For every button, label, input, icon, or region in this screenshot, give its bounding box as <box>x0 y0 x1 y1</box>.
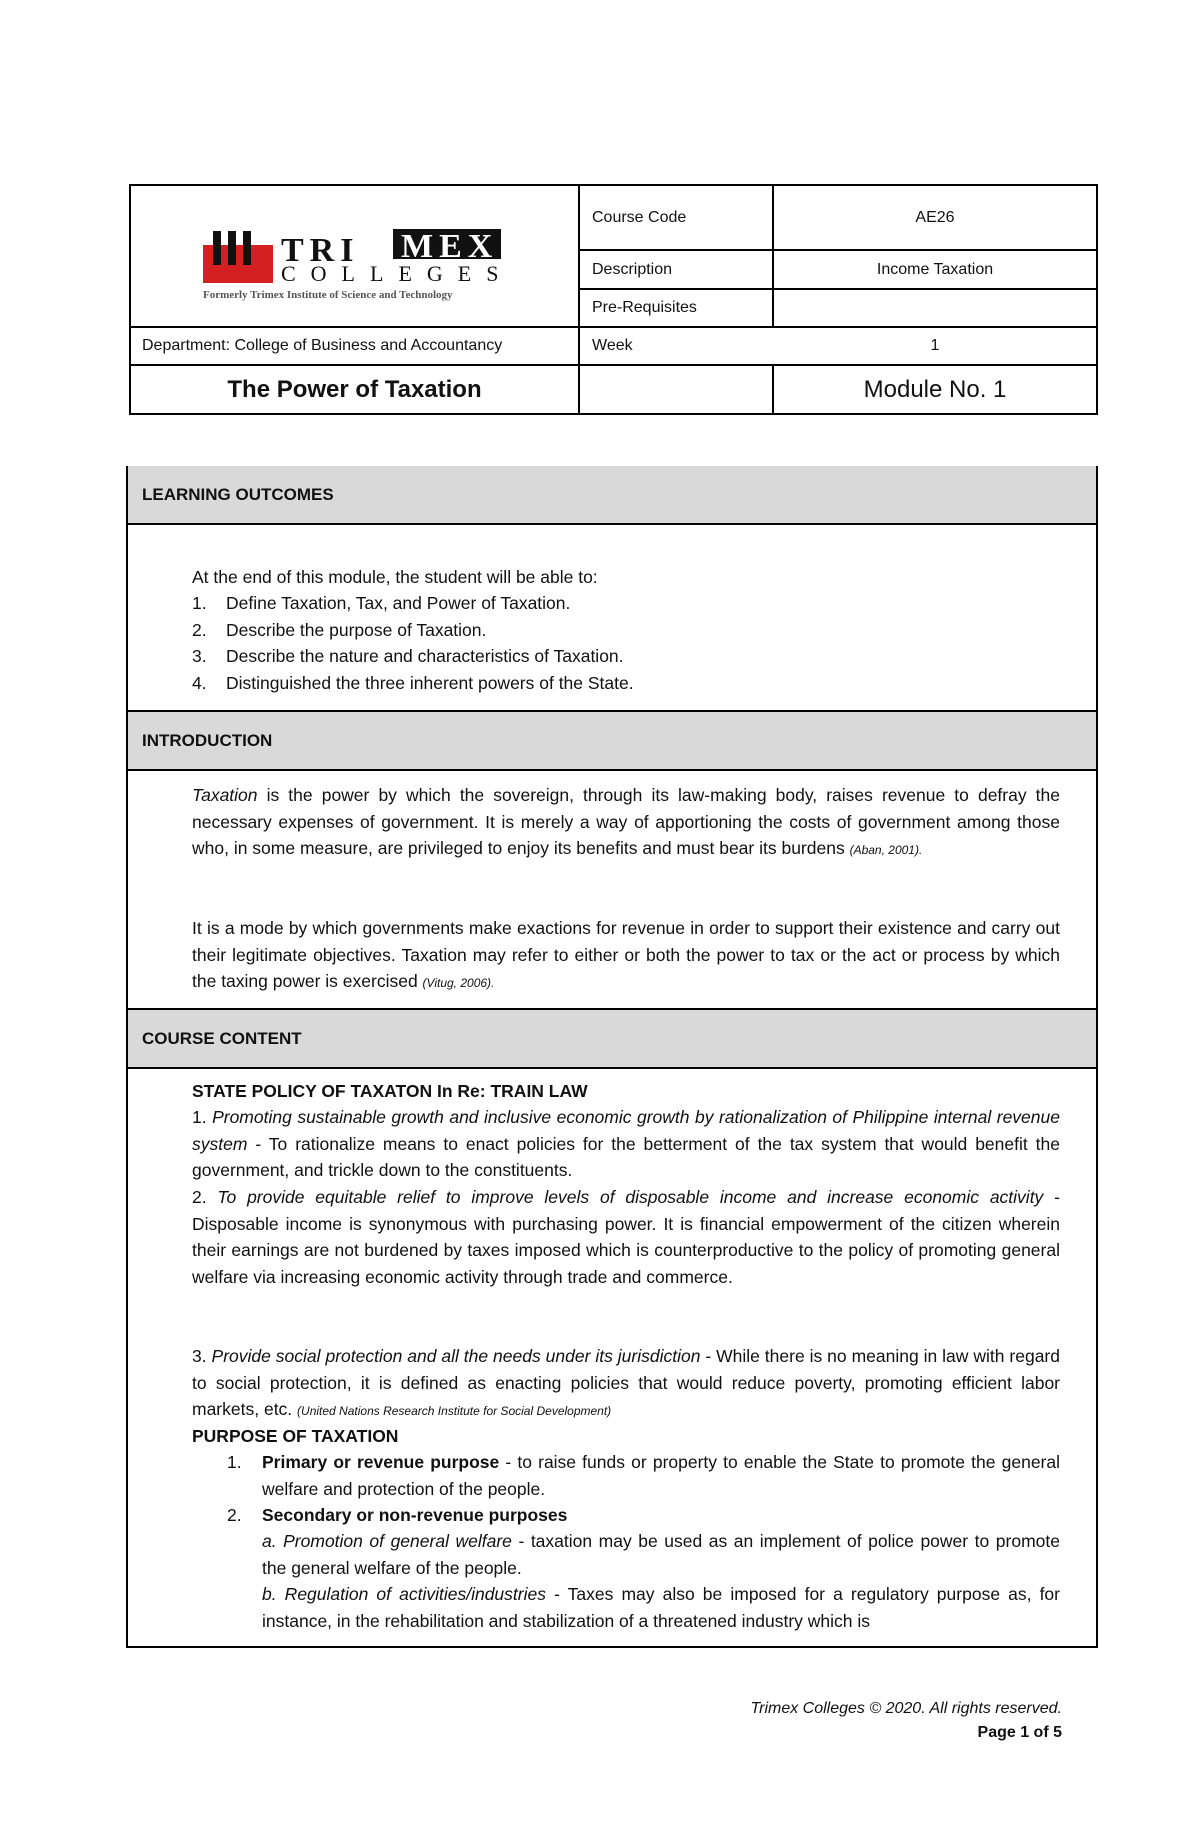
learning-outcomes-band <box>128 466 1096 525</box>
purpose-item-1: Primary or revenue purpose - to raise funds or property to enable the State to promote the general welfare and protection of the people. <box>262 1452 1061 1499</box>
course-content-heading: COURSE CONTENT <box>142 1028 302 1048</box>
state-policy-heading: STATE POLICY OF TAXATON In Re: TRAIN LAW <box>192 1081 588 1101</box>
list-item: 4. Distinguished the three inherent powers of the State. <box>192 672 634 693</box>
trimex-logo <box>203 217 513 307</box>
week-label: Week <box>592 337 633 354</box>
footer-copyright: Trimex Colleges © 2020. All rights reserved. <box>750 1700 1062 1717</box>
week-value: 1 <box>930 337 940 354</box>
introduction-paragraph-1: Taxation is the power by which the sovereign, through its law-making body, raises revenue to defray the necessary expenses of government. It is merely a way of apportioning the costs of government among those who, in some measure, are privileged to enjoy its benefits and must bear its burdens (Aban, 2001). <box>192 785 1060 858</box>
policy-item-1: 1. Promoting sustainable growth and inclusive economic growth by rationalization of Philippine internal revenue system - To rationalize means to enact policies for the betterment of the tax system that would benefit the government, and trickle down to the constituents. <box>192 1107 1060 1180</box>
learning-outcomes-list <box>156 590 1056 696</box>
learning-outcomes-heading: LEARNING OUTCOMES <box>142 484 334 504</box>
purpose-item-2b: b. Regulation of activities/industries - Taxes may also be imposed for a regulatory purpose as, for instance, in the rehabilitation and stabilization of a threatened industry which is <box>262 1584 1060 1631</box>
course-header-table <box>129 184 1098 415</box>
list-item: 2. Describe the purpose of Taxation. <box>192 619 487 640</box>
introduction-heading: INTRODUCTION <box>142 730 273 750</box>
logo-building-icon <box>203 231 273 283</box>
purpose-item-2: Secondary or non-revenue purposes <box>262 1505 568 1525</box>
logo-text-mex: MEX <box>401 232 499 262</box>
logo-text-tri: TRI <box>281 232 360 269</box>
description-value: Income Taxation <box>876 260 994 278</box>
purpose-item-2a: a. Promotion of general welfare - taxation may be used as an implement of police power to promote the general welfare of the people. <box>262 1531 1060 1578</box>
department-text: Department: College of Business and Accountancy <box>142 337 503 354</box>
introduction-paragraph-2: It is a mode by which governments make exactions for revenue in order to support their existence and carry out their legitimate objectives. Taxation may refer to either or both the power to tax or the act or process by which the taxing power is exercised (Vitug, 2006). <box>192 918 1060 991</box>
purpose-item-2-number: 2. <box>227 1505 242 1525</box>
course-content-band <box>128 1010 1096 1069</box>
course-code-value: AE26 <box>915 208 955 226</box>
learning-outcomes-intro: At the end of this module, the student will be able to: <box>192 567 598 587</box>
purpose-heading: PURPOSE OF TAXATION <box>192 1426 399 1446</box>
list-item: 1. Define Taxation, Tax, and Power of Taxation. <box>192 593 571 613</box>
prerequisites-value <box>774 290 1096 326</box>
course-code-label: Course Code <box>592 208 687 226</box>
logo-formerly-text: Formerly Trimex Institute of Science and Technology <box>203 289 453 301</box>
logo-wordmark <box>275 229 514 287</box>
logo-colleges: COLLEGES <box>281 261 514 286</box>
description-label: Description <box>592 260 673 278</box>
policy-item-2: 2. To provide equitable relief to improve levels of disposable income and increase economic activity - Disposable income is synonymous with purchasing power. It is financial empowerment of the citizen wherein their earnings are not burdened by taxes imposed which is counterproductive to the policy of promoting general welfare via increasing economic activity through trade and commerce. <box>192 1187 1060 1287</box>
prerequisites-label: Pre-Requisites <box>592 299 697 316</box>
introduction-band <box>128 712 1096 771</box>
purpose-item-1-number: 1. <box>227 1452 242 1472</box>
module-number: Module No. 1 <box>863 375 1007 403</box>
list-item: 3. Describe the nature and characteristics of Taxation. <box>192 646 624 666</box>
footer-page-number: Page 1 of 5 <box>977 1724 1062 1741</box>
module-content-box <box>126 466 1098 1648</box>
module-title: The Power of Taxation <box>227 375 482 403</box>
policy-item-3: 3. Provide social protection and all the needs under its jurisdiction - While there is no meaning in law with regard to social protection, it is defined as enacting policies that would reduce poverty, promoting efficient labor markets, etc. (United Nations Research Institute for Social Development) <box>192 1346 1060 1419</box>
